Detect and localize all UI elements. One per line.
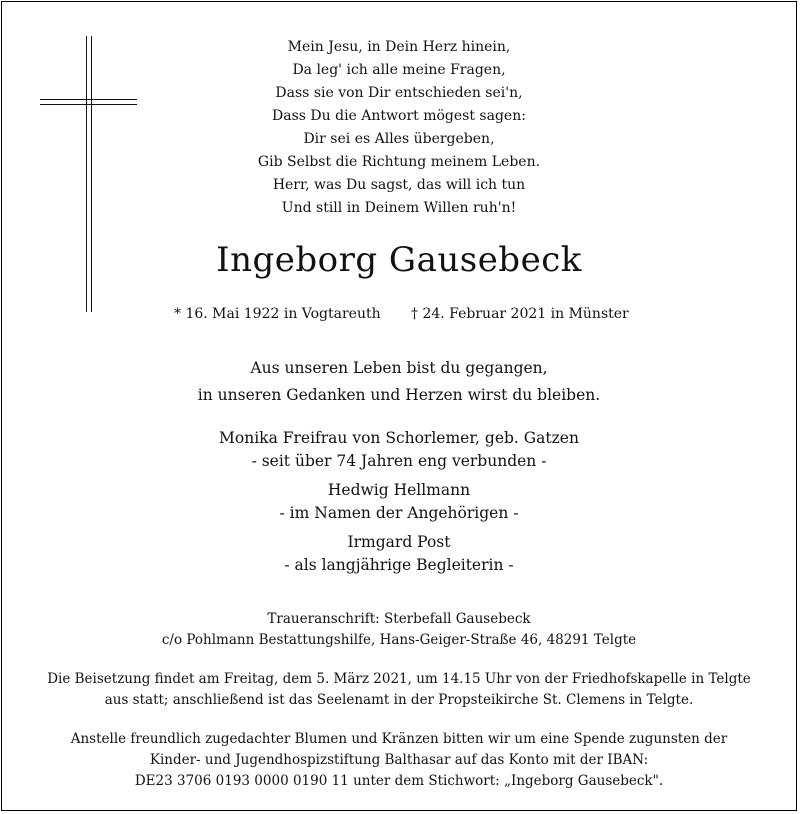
funeral-line: aus statt; anschließend ist das Seelenamt in der Propsteikirche St. Clemens in Telgte. xyxy=(104,692,694,708)
mourner-name: Hedwig Hellmann xyxy=(327,481,471,499)
poem-line: Mein Jesu, in Dein Herz hinein, xyxy=(287,39,511,55)
poem-line: Da leg' ich alle meine Fragen, xyxy=(292,62,506,78)
death-date: † 24. Februar 2021 in Münster xyxy=(411,306,629,322)
donation-line: Anstelle freundlich zugedachter Blumen und Kränzen bitten wir um eine Spende zugunsten der xyxy=(70,731,728,747)
saying-line: in unseren Gedanken und Herzen wirst du bleiben. xyxy=(197,386,601,404)
saying-line: Aus unseren Leben bist du gegangen, xyxy=(250,359,548,377)
poem-line: Dass sie von Dir entschieden sei'n, xyxy=(275,85,523,101)
donation-line: Kinder- und Jugendhospizstiftung Balthasar auf das Konto mit der IBAN: xyxy=(149,752,649,768)
mourner-note: - seit über 74 Jahren eng verbunden - xyxy=(251,452,547,470)
poem-line: Dass Du die Antwort mögest sagen: xyxy=(272,108,526,124)
address-line: c/o Pohlmann Bestattungshilfe, Hans-Geiger-Straße 46, 48291 Telgte xyxy=(161,632,637,648)
address-line: Traueranschrift: Sterbefall Gausebeck xyxy=(267,611,531,627)
poem-line: Gib Selbst die Richtung meinem Leben. xyxy=(257,154,541,170)
poem-line: Dir sei es Alles übergeben, xyxy=(303,131,495,147)
donation-line: DE23 3706 0193 0000 0190 11 unter dem Stichwort: „Ingeborg Gausebeck". xyxy=(134,773,664,789)
poem-line: Und still in Deinem Willen ruh'n! xyxy=(281,200,517,216)
mourner-name: Irmgard Post xyxy=(347,533,451,551)
obituary-notice xyxy=(1,1,797,811)
mourner-note: - im Namen der Angehörigen - xyxy=(279,504,519,522)
mourner-note: - als langjährige Begleiterin - xyxy=(284,556,514,574)
birth-date: * 16. Mai 1922 in Vogtareuth xyxy=(174,306,381,322)
mourner-name: Monika Freifrau von Schorlemer, geb. Gatzen xyxy=(219,429,579,447)
deceased-name: Ingeborg Gausebeck xyxy=(216,240,582,280)
poem-line: Herr, was Du sagst, das will ich tun xyxy=(272,177,526,193)
funeral-line: Die Beisetzung findet am Freitag, dem 5. März 2021, um 14.15 Uhr von der Friedhofskapelle in Telgte xyxy=(47,671,751,687)
life-dates xyxy=(2,306,796,326)
